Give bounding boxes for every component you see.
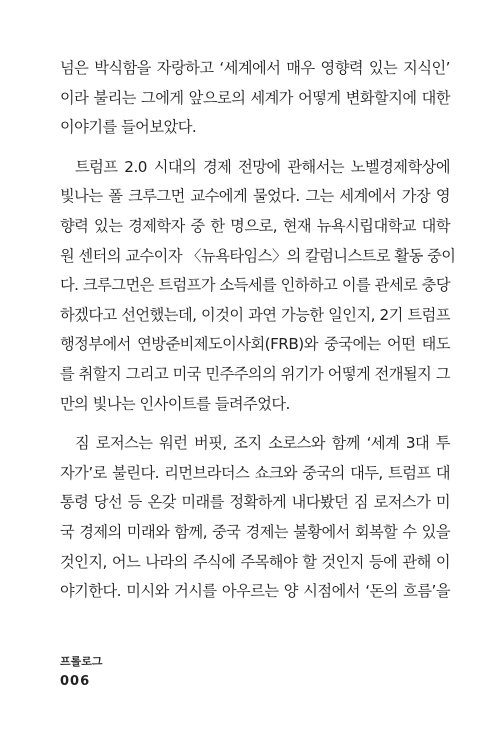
text-line: 이야기를 들어보았다. (60, 118, 197, 137)
text-line: 향력 있는 경제학자 중 한 명으로, 현재 뉴욕시립대학교 대학 (60, 216, 450, 235)
text-line: 빛나는 폴 크루그먼 교수에게 물었다. 그는 세계에서 가장 영 (60, 187, 450, 206)
section-label: 프롤로그 (60, 655, 103, 668)
text-line: 국 경제의 미래와 함께, 중국 경제는 불황에서 회복할 수 있을 (60, 522, 450, 541)
text-line: 자가’로 불린다. 리먼브라더스 쇼크와 중국의 대두, 트럼프 대 (60, 463, 450, 482)
text-line: 를 취할지 그리고 미국 민주주의의 위기가 어떻게 전개될지 그 (60, 364, 450, 383)
text-line: 통령 당선 등 온갖 미래를 정확하게 내다봤던 짐 로저스가 미 (60, 493, 450, 512)
text-line: 원 센터의 교수이자 〈뉴욕타임스〉의 칼럼니스트로 활동 중이 (60, 246, 456, 265)
text-line: 트럼프 2.0 시대의 경제 전망에 관해서는 노벨경제학상에 (75, 157, 450, 176)
text-line: 만의 빛나는 인사이트를 들려주었다. (60, 394, 290, 413)
paragraph (60, 429, 450, 607)
text-line: 야기한다. 미시와 거시를 아우르는 양 시점에서 ‘돈의 흐름’을 (60, 582, 450, 601)
paragraph (60, 54, 450, 143)
page-number: 006 (60, 674, 91, 689)
text-line: 넘은 박식함을 자랑하고 ‘세계에서 매우 영향력 있는 지식인’ (60, 59, 450, 77)
text-line: 것인지, 어느 나라의 주식에 주목해야 할 것인지 등에 관해 이 (60, 552, 450, 571)
paragraph (60, 153, 456, 419)
text-line: 하겠다고 선언했는데, 이것이 과연 가능한 일인지, 2기 트럼프 (60, 305, 450, 324)
page-footer (60, 654, 103, 691)
body-text (60, 54, 456, 607)
text-line: 이라 불리는 그에게 앞으로의 세계가 어떻게 변화할지에 대한 (60, 88, 450, 107)
paragraph-gap (60, 143, 450, 153)
text-line: 다. 크루그먼은 트럼프가 소득세를 인하하고 이를 관세로 충당 (60, 276, 450, 295)
text-line: 짐 로저스는 워런 버핏, 조지 소로스와 함께 ‘세계 3대 투 (75, 434, 450, 453)
paragraph-gap (60, 419, 450, 429)
text-line: 행정부에서 연방준비제도이사회(FRB)와 중국에는 어떤 태도 (60, 335, 450, 354)
